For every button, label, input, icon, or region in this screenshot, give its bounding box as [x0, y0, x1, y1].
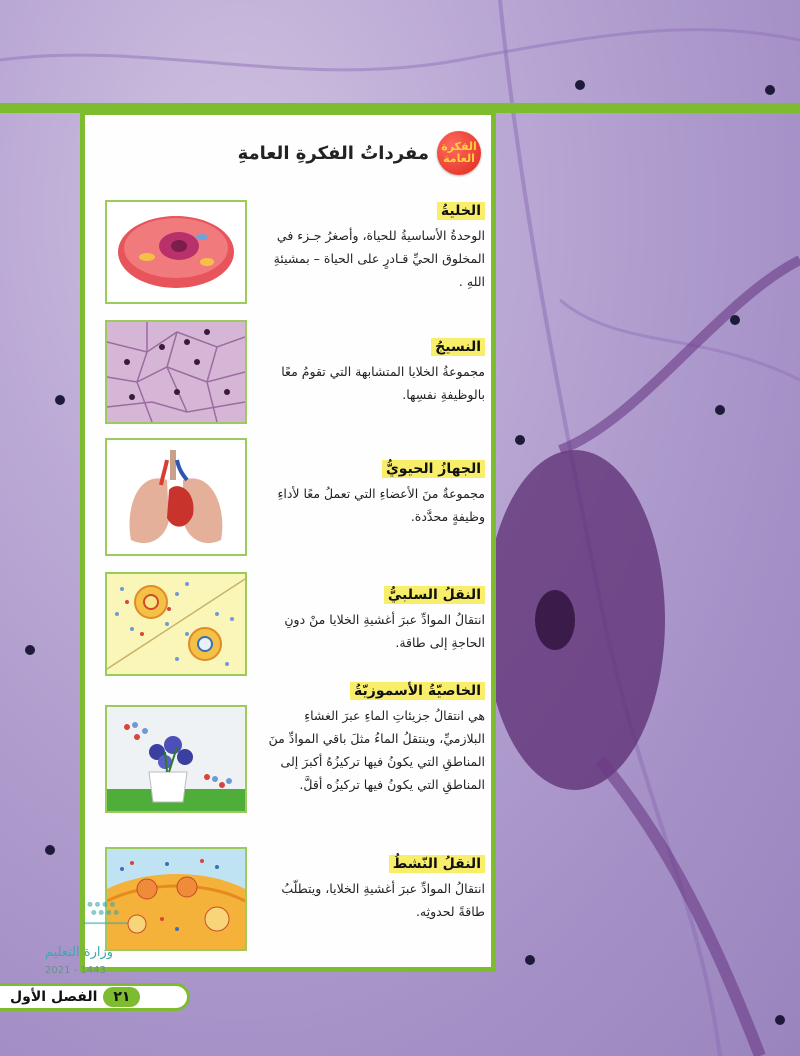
definition-passive-transport: انتقالُ الموادِّ عبرَ أغشيةِ الخلايا منْ دونِ الحاجةِ إلى طاقة. [284, 612, 485, 650]
entry-osmosis [105, 680, 485, 830]
chapter-label: الفصل الأول [10, 989, 98, 1005]
term-organ-system: الجهازُ الحيويُّ [382, 460, 485, 478]
cell-text [255, 200, 485, 293]
term-passive-transport: النقلُ السلبيُّ [384, 586, 485, 604]
term-osmosis: الخاصيّةُ الأسموزيّةُ [350, 682, 485, 700]
definition-tissue: مجموعةُ الخلايا المتشابهة التي تقومُ معًا بالوظيفةِ نفسِها. [281, 364, 485, 402]
panel-header [238, 133, 481, 173]
ministry-year: 2021 - 1443 [45, 965, 106, 976]
glossary-panel [80, 110, 496, 972]
badge-line2: العامة [443, 152, 475, 165]
panel-title: مفرداتُ الفكرةِ العامةِ [237, 142, 429, 164]
entry-passive-transport [105, 572, 485, 682]
passive-transport-text [255, 584, 485, 654]
ministry-logo [75, 895, 155, 945]
osmosis-text [255, 680, 485, 796]
definition-cell: الوحدةُ الأساسيةُ للحياة، وأصغرُ جـزء في المخلوق الحيِّ قـادرٍ على الحياة – بمشيئةِ اللهِ . [273, 228, 485, 289]
cell-image [105, 200, 247, 304]
definition-osmosis: هي انتقالُ جزيئاتِ الماءِ عبرَ الغشاءِ البلازميِّ، وينتقلُ الماءُ مثلَ باقي الموادِّ منَ المناطقِ التي يكونُ فيها تركيزُهُ أكبرَ إلى المناطقِ التي يكونُ فيها تركيزُه أقلَّ. [268, 708, 485, 792]
entry-tissue [105, 320, 485, 430]
entry-organ-system [105, 438, 485, 558]
entry-active-transport [105, 847, 485, 957]
term-cell: الخليةُ [437, 202, 485, 220]
organ-system-text [255, 458, 485, 528]
big-idea-badge [437, 131, 481, 175]
page-footer [0, 983, 190, 1011]
osmosis-image [105, 705, 247, 813]
active-transport-text [255, 853, 485, 923]
definition-organ-system: مجموعةٌ منَ الأعضاءِ التي تعملُ معًا لأداءِ وظيفةٍ محدَّدة. [277, 486, 485, 524]
ministry-name: وزارة التعليم [45, 945, 114, 960]
term-active-transport: النقلُ النّشطُ [389, 855, 485, 873]
page-number: ٢١ [103, 987, 140, 1007]
passive-transport-image [105, 572, 247, 676]
definition-active-transport: انتقالُ الموادِّ عبرَ أغشيةِ الخلايا، ويتطلّبُ طاقةً لحدوثِه. [281, 881, 485, 919]
tissue-image [105, 320, 247, 424]
tissue-text [255, 336, 485, 406]
lungs-image [105, 438, 247, 556]
badge-line1: الفكرة [441, 140, 477, 153]
term-tissue: النسيجُ [431, 338, 485, 356]
entry-cell [105, 200, 485, 310]
